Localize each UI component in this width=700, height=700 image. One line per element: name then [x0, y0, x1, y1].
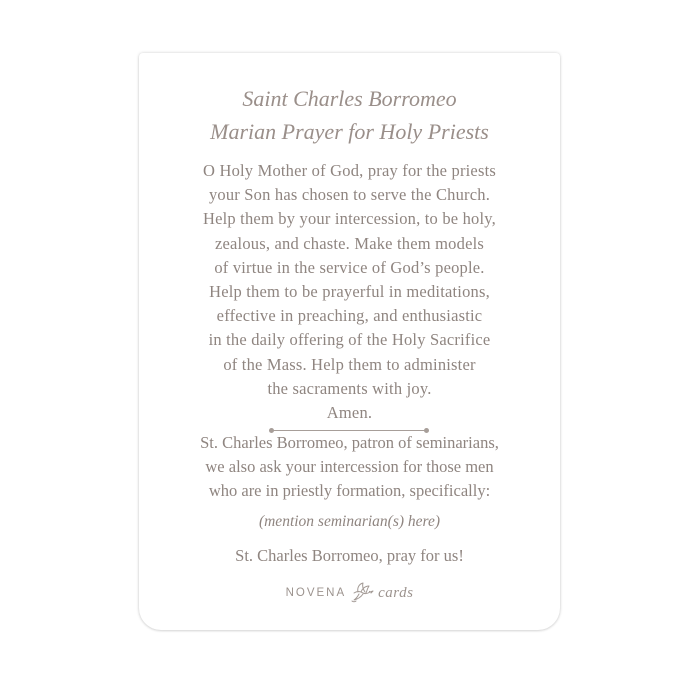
- prayer-line: of virtue in the service of God’s people.: [214, 257, 485, 277]
- logo-word-cards: cards: [378, 584, 414, 601]
- prayer-line: O Holy Mother of God, pray for the priests: [203, 161, 496, 180]
- patron-line: St. Charles Borromeo, patron of seminarians,: [200, 433, 499, 452]
- novena-cards-logo: [139, 581, 560, 607]
- patron-text: [139, 431, 560, 504]
- mention-instruction: (mention seminarian(s) here): [258, 513, 441, 530]
- closing-invocation: St. Charles Borromeo, pray for us!: [235, 546, 464, 565]
- prayer-amen: Amen.: [326, 403, 373, 423]
- patron-line: we also ask your intercession for those men: [205, 457, 494, 477]
- prayer-line: zealous, and chaste. Make them models: [214, 233, 485, 253]
- patron-line: who are in priestly formation, specifically:: [208, 481, 491, 501]
- prayer-line: Help them by your intercession, to be holy,: [202, 209, 496, 229]
- prayer-line: your Son has chosen to serve the Church.: [208, 185, 491, 205]
- prayer-line: of the Mass. Help them to administer: [223, 354, 476, 374]
- prayer-line: in the daily offering of the Holy Sacrifice: [208, 330, 491, 350]
- prayer-line: the sacraments with joy.: [267, 378, 432, 398]
- logo-word-novena: NOVENA: [285, 587, 347, 599]
- dove-icon: [348, 581, 376, 605]
- card-title: Saint Charles Borromeo: [242, 86, 457, 111]
- prayer-line: effective in preaching, and enthusiastic: [216, 306, 483, 326]
- prayer-line: Help them to be prayerful in meditations,: [209, 282, 490, 302]
- prayer-text: [139, 159, 560, 425]
- prayer-card: [139, 53, 560, 630]
- card-subtitle: Marian Prayer for Holy Priests: [210, 119, 489, 144]
